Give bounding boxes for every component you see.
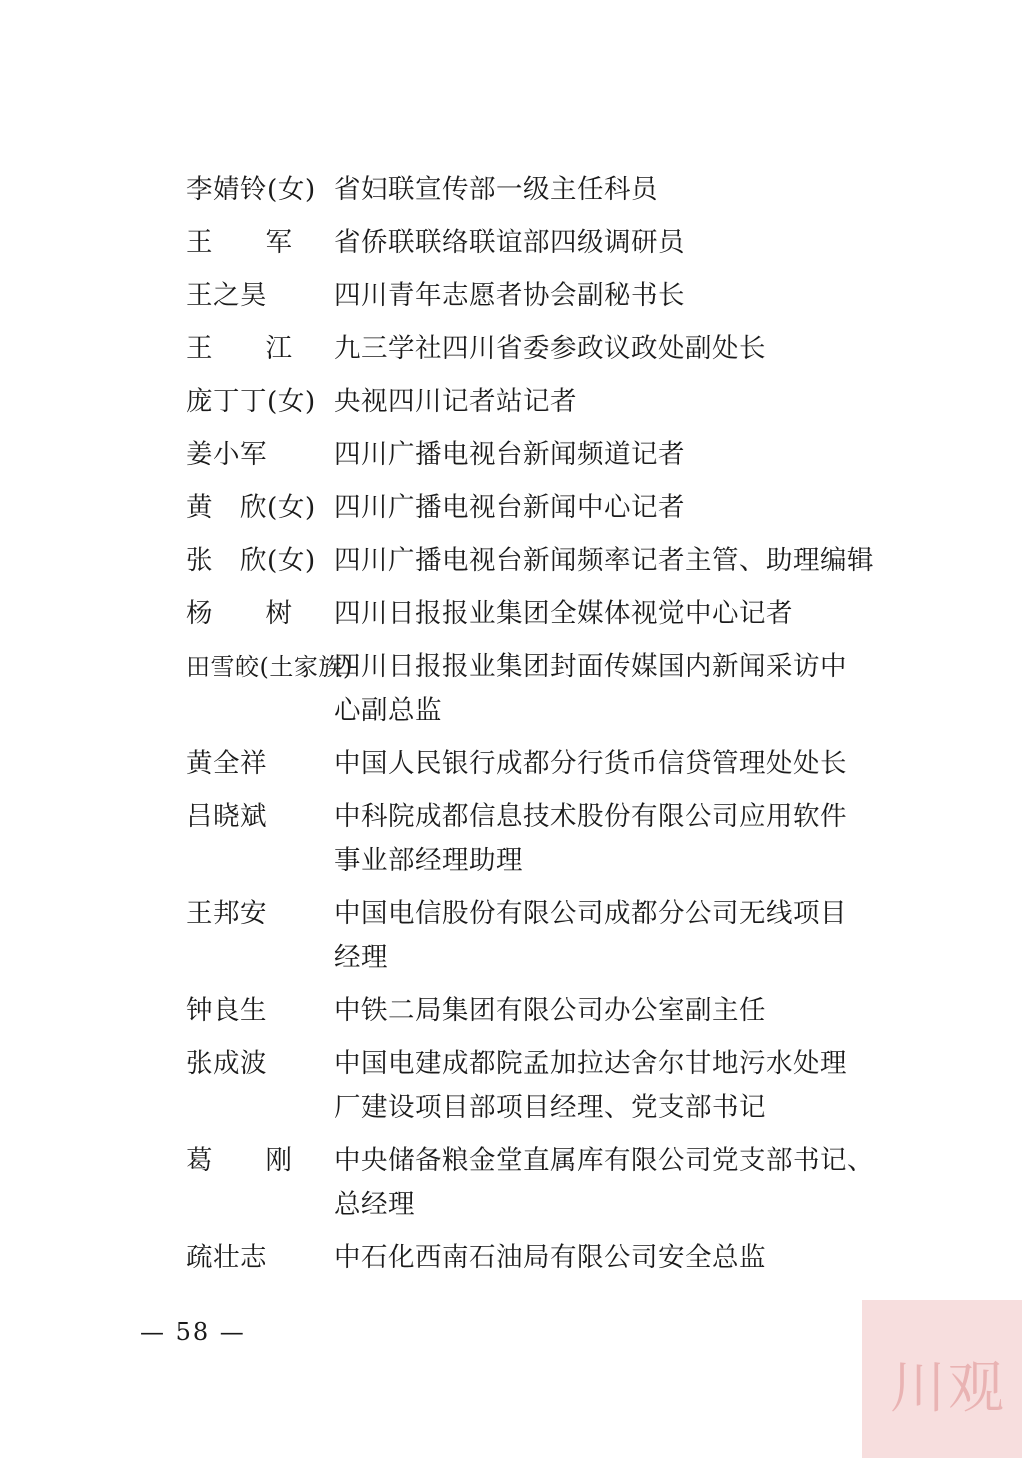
- list-item: [186, 1042, 916, 1130]
- list-item: [186, 433, 916, 477]
- entry-name: 杨 树: [186, 598, 292, 629]
- entry-description: [334, 592, 916, 636]
- entry-description: [334, 221, 916, 265]
- entry-description-line: 四川广播电视台新闻频率记者主管、助理编辑: [334, 545, 874, 576]
- entry-name: 葛 刚: [186, 1145, 292, 1176]
- entry-description: [334, 168, 916, 212]
- entry-description-line: 中石化西南石油局有限公司安全总监: [334, 1242, 766, 1273]
- entry-description: [334, 795, 916, 883]
- list-item: [186, 989, 916, 1033]
- entry-description: [334, 742, 916, 786]
- entry-name: 姜小军: [186, 439, 267, 470]
- entry-description-line: 四川广播电视台新闻中心记者: [334, 492, 685, 523]
- entry-description-line: 中央储备粮金堂直属库有限公司党支部书记、: [334, 1145, 874, 1176]
- entry-description-line: 四川日报报业集团全媒体视觉中心记者: [334, 598, 793, 629]
- entry-description-line: 四川广播电视台新闻频道记者: [334, 439, 685, 470]
- entry-name: 庞丁丁(女): [186, 386, 316, 417]
- entry-description: [334, 380, 916, 424]
- entry-description-continuation: 厂建设项目部项目经理、党支部书记: [334, 1092, 766, 1123]
- entry-description-line: 中国人民银行成都分行货币信贷管理处处长: [334, 748, 847, 779]
- entry-description-line: 九三学社四川省委参政议政处副处长: [334, 333, 766, 364]
- entry-description-line: 中国电信股份有限公司成都分公司无线项目: [334, 898, 847, 929]
- entry-name: 黄全祥: [186, 748, 267, 779]
- list-item: [186, 1236, 916, 1280]
- watermark-badge: [862, 1300, 1022, 1458]
- entry-description: [334, 539, 916, 583]
- entry-description-line: 四川青年志愿者协会副秘书长: [334, 280, 685, 311]
- list-item: [186, 274, 916, 318]
- list-item: [186, 1139, 916, 1227]
- entry-name: 王 江: [186, 333, 292, 364]
- entry-description: [334, 1042, 916, 1130]
- entry-description-line: 省侨联联络联谊部四级调研员: [334, 227, 685, 258]
- entry-description: [334, 433, 916, 477]
- entry-description-continuation: 总经理: [334, 1189, 415, 1220]
- list-item: [186, 742, 916, 786]
- watermark-text: 川观: [890, 1356, 1006, 1421]
- entry-name: 吕晓斌: [186, 801, 267, 832]
- list-item: [186, 592, 916, 636]
- page-number: — 58 —: [140, 1318, 246, 1346]
- entry-description-line: 中铁二局集团有限公司办公室副主任: [334, 995, 766, 1026]
- entry-name: 张成波: [186, 1048, 267, 1079]
- list-item: [186, 380, 916, 424]
- entry-name: 黄 欣(女): [186, 492, 316, 523]
- entry-description-line: 四川日报报业集团封面传媒国内新闻采访中: [334, 651, 847, 682]
- entry-description-line: 省妇联宣传部一级主任科员: [334, 174, 658, 205]
- entry-description-line: 央视四川记者站记者: [334, 386, 577, 417]
- entry-description: [334, 274, 916, 318]
- entry-description: [334, 327, 916, 371]
- list-item: [186, 221, 916, 265]
- entry-description-continuation: 心副总监: [334, 695, 442, 726]
- list-item: [186, 645, 916, 733]
- entry-name: 李婧铃(女): [186, 174, 316, 205]
- list-item: [186, 168, 916, 212]
- list-item: [186, 486, 916, 530]
- entry-name: 钟良生: [186, 995, 267, 1026]
- entry-name: 王邦安: [186, 898, 267, 929]
- entry-name: 疏壮志: [186, 1242, 267, 1273]
- name-list: [186, 168, 916, 1289]
- entry-description-continuation: 事业部经理助理: [334, 845, 523, 876]
- list-item: [186, 327, 916, 371]
- entry-description: [334, 645, 916, 733]
- entry-description: [334, 1139, 916, 1227]
- entry-name: 田雪皎(土家族): [186, 653, 353, 681]
- entry-description: [334, 989, 916, 1033]
- entry-description: [334, 486, 916, 530]
- list-item: [186, 892, 916, 980]
- entry-description-line: 中科院成都信息技术股份有限公司应用软件: [334, 801, 847, 832]
- list-item: [186, 795, 916, 883]
- list-item: [186, 539, 916, 583]
- entry-description: [334, 892, 916, 980]
- entry-description: [334, 1236, 916, 1280]
- entry-description-continuation: 经理: [334, 942, 388, 973]
- entry-name: 王之昊: [186, 280, 267, 311]
- entry-name: 王 军: [186, 227, 292, 258]
- entry-name: 张 欣(女): [186, 545, 316, 576]
- entry-description-line: 中国电建成都院孟加拉达舍尔甘地污水处理: [334, 1048, 847, 1079]
